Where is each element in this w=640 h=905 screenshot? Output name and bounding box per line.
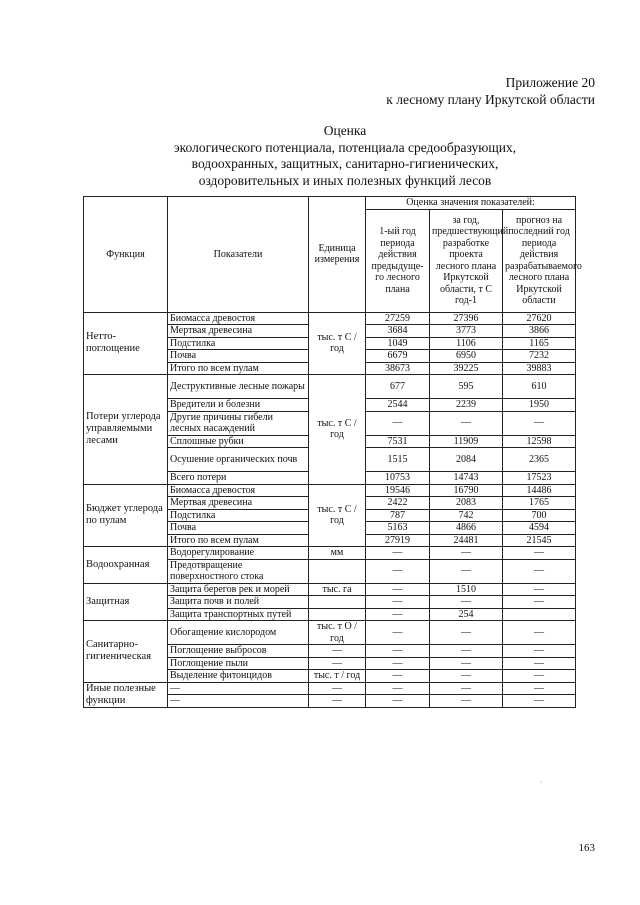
header-unit: Единица измерения: [309, 197, 366, 313]
value-cell-2: —: [430, 645, 503, 658]
value-cell-1: —: [366, 559, 430, 583]
value-cell-2: 6950: [430, 350, 503, 363]
table-row: [84, 682, 576, 695]
header-indicators: Показатели: [168, 197, 309, 313]
value-cell-1: 19546: [366, 484, 430, 497]
value-cell-3: 2365: [503, 448, 576, 472]
table-row: [84, 312, 576, 325]
value-cell-3: 21545: [503, 534, 576, 547]
value-cell-3: 17523: [503, 472, 576, 485]
value-cell-2: 254: [430, 608, 503, 621]
indicator-cell: Биомасса древостоя: [168, 484, 309, 497]
function-cell: Иные полезные функции: [84, 682, 168, 707]
value-cell-1: 3684: [366, 325, 430, 338]
header-col-3: прогноз на последний год периода действия разрабатываемого лесного плана Иркутской области: [503, 209, 576, 312]
header-col-2: за год, предшествующий разработке проекта лесного плана Иркутской области, т С год-1: [430, 209, 503, 312]
indicator-cell: Мертвая древесина: [168, 497, 309, 510]
indicator-cell: Биомасса древостоя: [168, 312, 309, 325]
value-cell-3: 1950: [503, 399, 576, 412]
value-cell-3: —: [503, 621, 576, 645]
value-cell-3: 14486: [503, 484, 576, 497]
function-cell: Бюджет углерода по пулам: [84, 484, 168, 547]
header-evaluation: Оценка значения показателей:: [366, 197, 576, 210]
value-cell-2: 27396: [430, 312, 503, 325]
value-cell-1: —: [366, 682, 430, 695]
indicator-cell: Вредители и болезни: [168, 399, 309, 412]
value-cell-2: —: [430, 657, 503, 670]
unit-cell: тыс. т С / год: [309, 484, 366, 547]
value-cell-3: —: [503, 411, 576, 435]
value-cell-3: 39883: [503, 362, 576, 375]
unit-cell: —: [309, 645, 366, 658]
value-cell-2: 1106: [430, 337, 503, 350]
value-cell-1: —: [366, 670, 430, 683]
value-cell-1: 5163: [366, 522, 430, 535]
value-cell-2: —: [430, 411, 503, 435]
indicator-cell: Всего потери: [168, 472, 309, 485]
function-cell: Защитная: [84, 583, 168, 621]
value-cell-3: —: [503, 682, 576, 695]
value-cell-2: 39225: [430, 362, 503, 375]
unit-cell: тыс. т С / год: [309, 312, 366, 375]
title-line-1: Оценка: [323, 123, 367, 138]
indicator-cell: —: [168, 695, 309, 708]
table-row: [84, 375, 576, 399]
function-cell: Потери углерода управляемыми лесами: [84, 375, 168, 485]
table-body: [84, 312, 576, 707]
title-line-3: водоохранных, защитных, санитарно-гигиенических,: [191, 156, 499, 171]
indicator-cell: Поглощение пыли: [168, 657, 309, 670]
value-cell-1: 2544: [366, 399, 430, 412]
value-cell-3: [503, 608, 576, 621]
value-cell-3: —: [503, 657, 576, 670]
value-cell-2: 2084: [430, 448, 503, 472]
value-cell-3: 700: [503, 509, 576, 522]
unit-cell: —: [309, 695, 366, 708]
indicator-cell: Защита берегов рек и морей: [168, 583, 309, 596]
value-cell-2: —: [430, 670, 503, 683]
indicator-cell: Итого по всем пулам: [168, 534, 309, 547]
value-cell-1: 677: [366, 375, 430, 399]
indicator-cell: Защита транспортных путей: [168, 608, 309, 621]
indicator-cell: Водорегулирование: [168, 547, 309, 560]
value-cell-3: —: [503, 695, 576, 708]
indicator-cell: Деструктивные лесные пожары: [168, 375, 309, 399]
value-cell-1: —: [366, 411, 430, 435]
unit-cell: —: [309, 657, 366, 670]
indicator-cell: Другие причины гибели лесных насаждений: [168, 411, 309, 435]
indicator-cell: Поглощение выбросов: [168, 645, 309, 658]
value-cell-2: —: [430, 559, 503, 583]
value-cell-2: 742: [430, 509, 503, 522]
page-number: 163: [578, 842, 595, 854]
value-cell-3: —: [503, 559, 576, 583]
function-cell: Нетто-поглощение: [84, 312, 168, 375]
value-cell-3: —: [503, 645, 576, 658]
document-title: [130, 123, 560, 189]
indicator-cell: Подстилка: [168, 337, 309, 350]
unit-cell: [309, 596, 366, 609]
value-cell-1: —: [366, 547, 430, 560]
value-cell-1: 10753: [366, 472, 430, 485]
value-cell-1: 7531: [366, 435, 430, 448]
indicator-cell: —: [168, 682, 309, 695]
function-cell: Санитарно-гигиеническая: [84, 621, 168, 683]
indicator-cell: Почва: [168, 350, 309, 363]
value-cell-2: 2083: [430, 497, 503, 510]
value-cell-1: 27919: [366, 534, 430, 547]
indicator-cell: Предотвращение поверхностного стока: [168, 559, 309, 583]
indicator-cell: Защита почв и полей: [168, 596, 309, 609]
header-col-1: 1-ый год периода действия предыдуще-го лесного плана: [366, 209, 430, 312]
appendix-line-1: Приложение 20: [505, 75, 595, 90]
value-cell-1: —: [366, 608, 430, 621]
value-cell-2: —: [430, 682, 503, 695]
value-cell-1: 27259: [366, 312, 430, 325]
value-cell-2: —: [430, 621, 503, 645]
appendix-line-2: к лесному плану Иркутской области: [386, 92, 595, 107]
value-cell-2: 14743: [430, 472, 503, 485]
value-cell-2: 4866: [430, 522, 503, 535]
unit-cell: тыс. т / год: [309, 670, 366, 683]
unit-cell: [309, 559, 366, 583]
indicator-cell: Мертвая древесина: [168, 325, 309, 338]
value-cell-2: —: [430, 547, 503, 560]
value-cell-1: —: [366, 583, 430, 596]
table-row: [84, 583, 576, 596]
value-cell-2: 11909: [430, 435, 503, 448]
value-cell-3: 610: [503, 375, 576, 399]
value-cell-2: 24481: [430, 534, 503, 547]
potential-table: [83, 196, 582, 708]
value-cell-1: —: [366, 645, 430, 658]
value-cell-1: —: [366, 596, 430, 609]
value-cell-1: 1515: [366, 448, 430, 472]
value-cell-3: —: [503, 583, 576, 596]
table-row: [84, 621, 576, 645]
value-cell-3: 27620: [503, 312, 576, 325]
unit-cell: тыс. т С / год: [309, 375, 366, 485]
function-cell: Водоохранная: [84, 547, 168, 584]
value-cell-3: —: [503, 670, 576, 683]
scan-mark: ·: [540, 778, 543, 787]
unit-cell: тыс. га: [309, 583, 366, 596]
indicator-cell: Сплошные рубки: [168, 435, 309, 448]
indicator-cell: Подстилка: [168, 509, 309, 522]
value-cell-3: 3866: [503, 325, 576, 338]
value-cell-3: 4594: [503, 522, 576, 535]
indicator-cell: Итого по всем пулам: [168, 362, 309, 375]
indicator-cell: Осушение органических почв: [168, 448, 309, 472]
value-cell-1: 1049: [366, 337, 430, 350]
value-cell-2: —: [430, 596, 503, 609]
table-row: [84, 547, 576, 560]
value-cell-1: —: [366, 621, 430, 645]
value-cell-2: 16790: [430, 484, 503, 497]
indicator-cell: Обогащение кислородом: [168, 621, 309, 645]
value-cell-2: —: [430, 695, 503, 708]
value-cell-3: 7232: [503, 350, 576, 363]
value-cell-3: 1765: [503, 497, 576, 510]
value-cell-3: 1165: [503, 337, 576, 350]
value-cell-1: —: [366, 657, 430, 670]
title-line-2: экологического потенциала, потенциала средообразующих,: [173, 139, 517, 155]
unit-cell: [309, 608, 366, 621]
value-cell-3: —: [503, 596, 576, 609]
value-cell-2: 3773: [430, 325, 503, 338]
value-cell-1: 2422: [366, 497, 430, 510]
value-cell-3: 12598: [503, 435, 576, 448]
value-cell-3: —: [503, 547, 576, 560]
indicator-cell: Почва: [168, 522, 309, 535]
value-cell-1: 38673: [366, 362, 430, 375]
unit-cell: тыс. т О / год: [309, 621, 366, 645]
appendix-header: [386, 74, 595, 108]
indicator-cell: Выделение фитонцидов: [168, 670, 309, 683]
unit-cell: мм: [309, 547, 366, 560]
value-cell-2: 595: [430, 375, 503, 399]
value-cell-1: 6679: [366, 350, 430, 363]
value-cell-1: 787: [366, 509, 430, 522]
title-line-4: оздоровительных и иных полезных функций лесов: [198, 172, 492, 188]
unit-cell: —: [309, 682, 366, 695]
value-cell-2: 1510: [430, 583, 503, 596]
table-row: [84, 484, 576, 497]
value-cell-1: —: [366, 695, 430, 708]
value-cell-2: 2239: [430, 399, 503, 412]
header-function: Функция: [84, 197, 168, 313]
